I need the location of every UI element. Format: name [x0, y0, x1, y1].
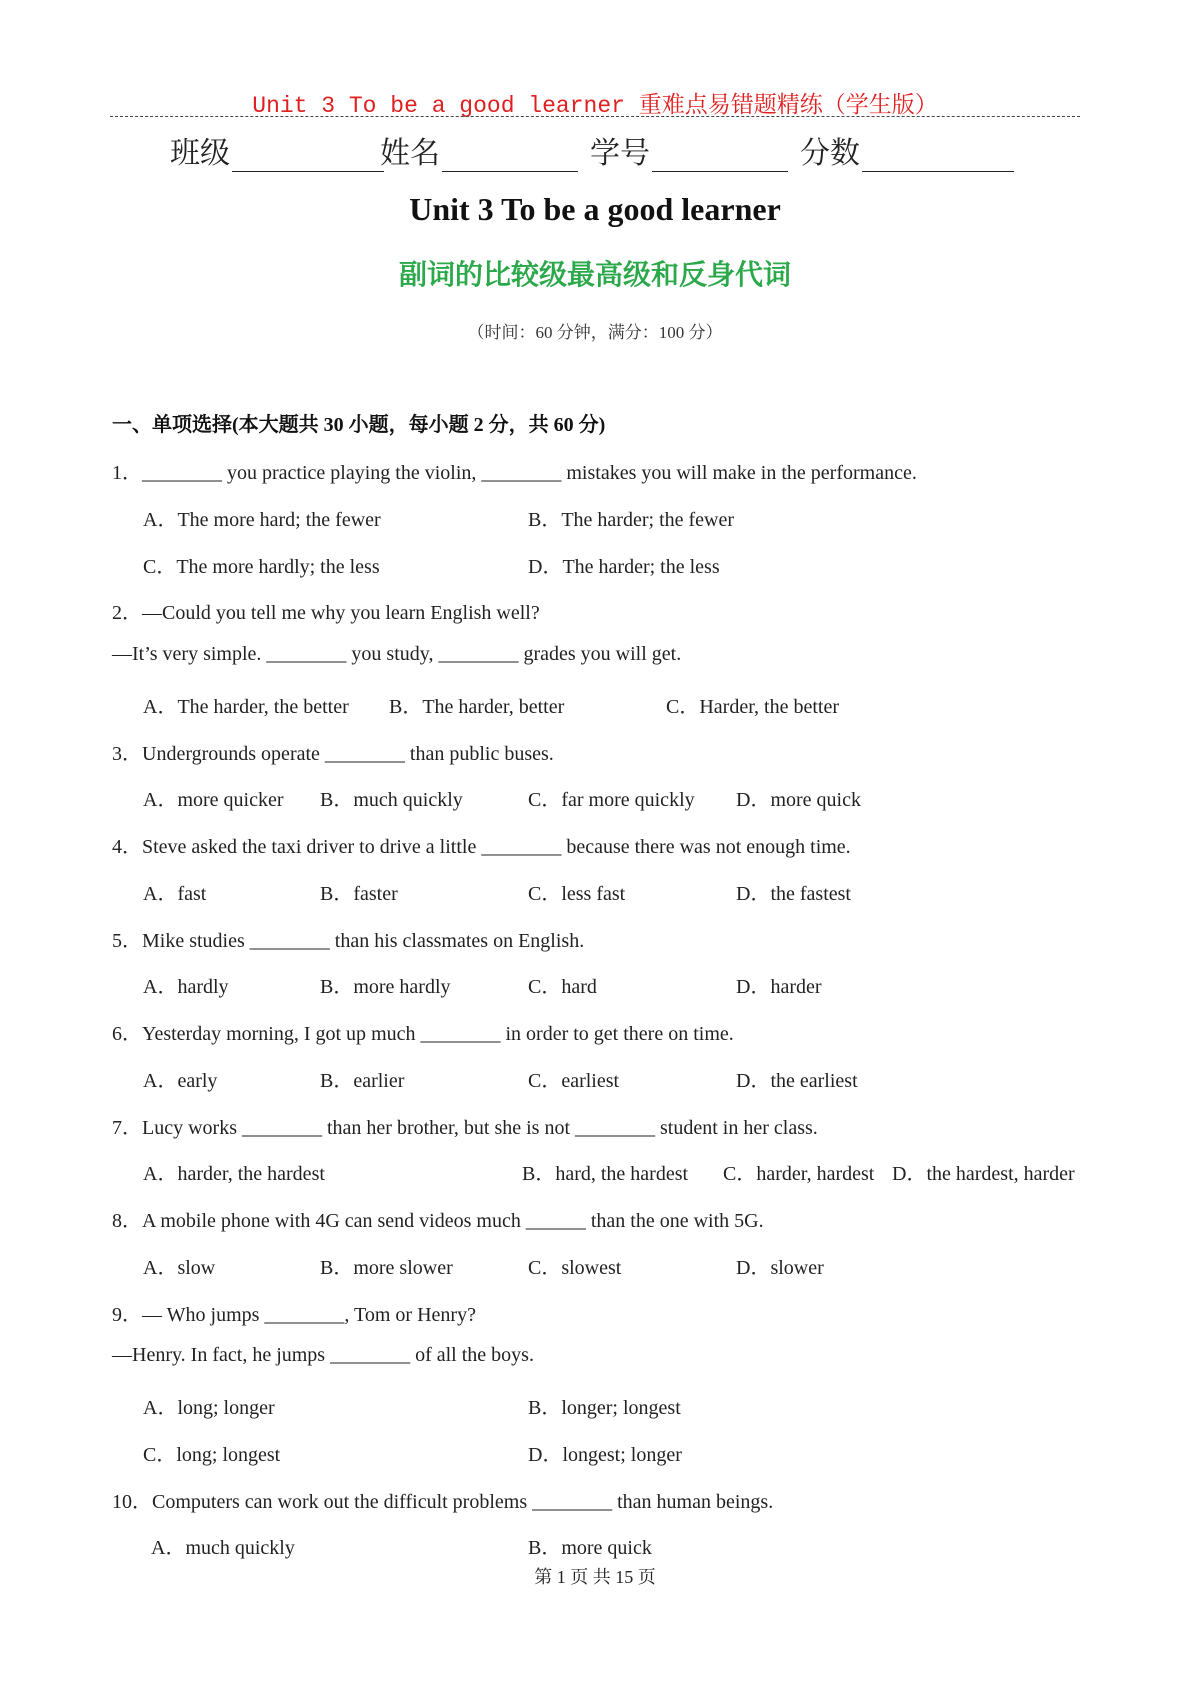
field-class-label: 班级	[170, 136, 230, 171]
question-stem: 4．Steve asked the taxi driver to drive a little ________ because there was not enough time.	[112, 836, 851, 858]
option-d[interactable]: D．the earliest	[736, 1070, 858, 1092]
option-a[interactable]: A．fast	[143, 883, 207, 905]
page-number: 第 1 页 共 15 页	[534, 1567, 656, 1587]
time-note: （时间：60 分钟，满分：100 分）	[467, 323, 723, 342]
option-d[interactable]: D．harder	[736, 976, 822, 998]
field-score-blank[interactable]	[862, 141, 1014, 172]
option-b[interactable]: B．more quick	[528, 1537, 652, 1559]
option-b[interactable]: B．much quickly	[320, 789, 463, 811]
option-d[interactable]: D．longest; longer	[528, 1444, 682, 1466]
section-heading: 一、单项选择(本大题共 30 小题，每小题 2 分，共 60 分)	[112, 414, 606, 436]
header-title: Unit 3 To be a good learner 重难点易错题精练（学生版）	[252, 93, 938, 119]
option-a[interactable]: A．much quickly	[151, 1537, 295, 1559]
option-c[interactable]: C．hard	[528, 976, 597, 998]
header-divider	[110, 116, 1080, 117]
question-stem: 10．Computers can work out the difficult problems ________ than human beings.	[112, 1491, 774, 1513]
option-b[interactable]: B．more hardly	[320, 976, 451, 998]
option-c[interactable]: C．slowest	[528, 1257, 622, 1279]
field-class	[170, 128, 384, 172]
option-c[interactable]: C．earliest	[528, 1070, 620, 1092]
option-d[interactable]: D．slower	[736, 1257, 824, 1279]
option-c[interactable]: C．Harder, the better	[666, 696, 840, 718]
option-b[interactable]: B．earlier	[320, 1070, 405, 1092]
question-stem: 6．Yesterday morning, I got up much ________ in order to get there on time.	[112, 1023, 734, 1045]
option-a[interactable]: A．hardly	[143, 976, 229, 998]
question-stem: 5．Mike studies ________ than his classmates on English.	[112, 930, 585, 952]
option-c[interactable]: C．long; longest	[143, 1444, 281, 1466]
question-stem: 2．—Could you tell me why you learn English well?	[112, 602, 540, 624]
option-a[interactable]: A．slow	[143, 1257, 216, 1279]
option-c[interactable]: C．less fast	[528, 883, 626, 905]
option-b[interactable]: B．longer; longest	[528, 1397, 681, 1419]
option-d[interactable]: D．the hardest, harder	[892, 1163, 1075, 1185]
question-stem: 7．Lucy works ________ than her brother, but she is not ________ student in her class.	[112, 1117, 818, 1139]
option-b[interactable]: B．faster	[320, 883, 398, 905]
page-subtitle: 副词的比较级最高级和反身代词	[398, 258, 791, 291]
page-title: Unit 3 To be a good learner	[409, 191, 781, 227]
option-a[interactable]: A．more quicker	[143, 789, 284, 811]
option-a[interactable]: A．early	[143, 1070, 218, 1092]
field-name-blank[interactable]	[442, 141, 578, 172]
option-b[interactable]: B．The harder, better	[389, 696, 565, 718]
option-c[interactable]: C．harder, hardest	[723, 1163, 875, 1185]
field-score-label: 分数	[800, 136, 860, 171]
option-d[interactable]: D．the fastest	[736, 883, 851, 905]
field-score	[800, 128, 1014, 172]
field-student-id	[590, 128, 788, 172]
option-b[interactable]: B．more slower	[320, 1257, 453, 1279]
field-student-id-blank[interactable]	[652, 141, 788, 172]
field-name	[380, 128, 578, 172]
question-stem-continued: —Henry. In fact, he jumps ________ of all the boys.	[112, 1344, 534, 1366]
option-a[interactable]: A．long; longer	[143, 1397, 275, 1419]
field-student-id-label: 学号	[590, 136, 650, 171]
question-stem-continued: —It’s very simple. ________ you study, ________ grades you will get.	[112, 643, 682, 665]
option-b[interactable]: B．The harder; the fewer	[528, 509, 735, 531]
option-a[interactable]: A．harder, the hardest	[143, 1163, 325, 1185]
field-name-label: 姓名	[380, 136, 440, 171]
question-stem: 1．________ you practice playing the violin, ________ mistakes you will make in the performance.	[112, 462, 917, 484]
option-b[interactable]: B．hard, the hardest	[522, 1163, 689, 1185]
option-d[interactable]: D．more quick	[736, 789, 861, 811]
option-a[interactable]: A．The harder, the better	[143, 696, 349, 718]
option-a[interactable]: A．The more hard; the fewer	[143, 509, 381, 531]
option-c[interactable]: C．The more hardly; the less	[143, 556, 380, 578]
field-class-blank[interactable]	[232, 141, 384, 172]
question-stem: 9．— Who jumps ________, Tom or Henry?	[112, 1304, 476, 1326]
option-c[interactable]: C．far more quickly	[528, 789, 695, 811]
question-stem: 8．A mobile phone with 4G can send videos much ______ than the one with 5G.	[112, 1210, 764, 1232]
question-stem: 3．Undergrounds operate ________ than public buses.	[112, 743, 554, 765]
option-d[interactable]: D．The harder; the less	[528, 556, 720, 578]
